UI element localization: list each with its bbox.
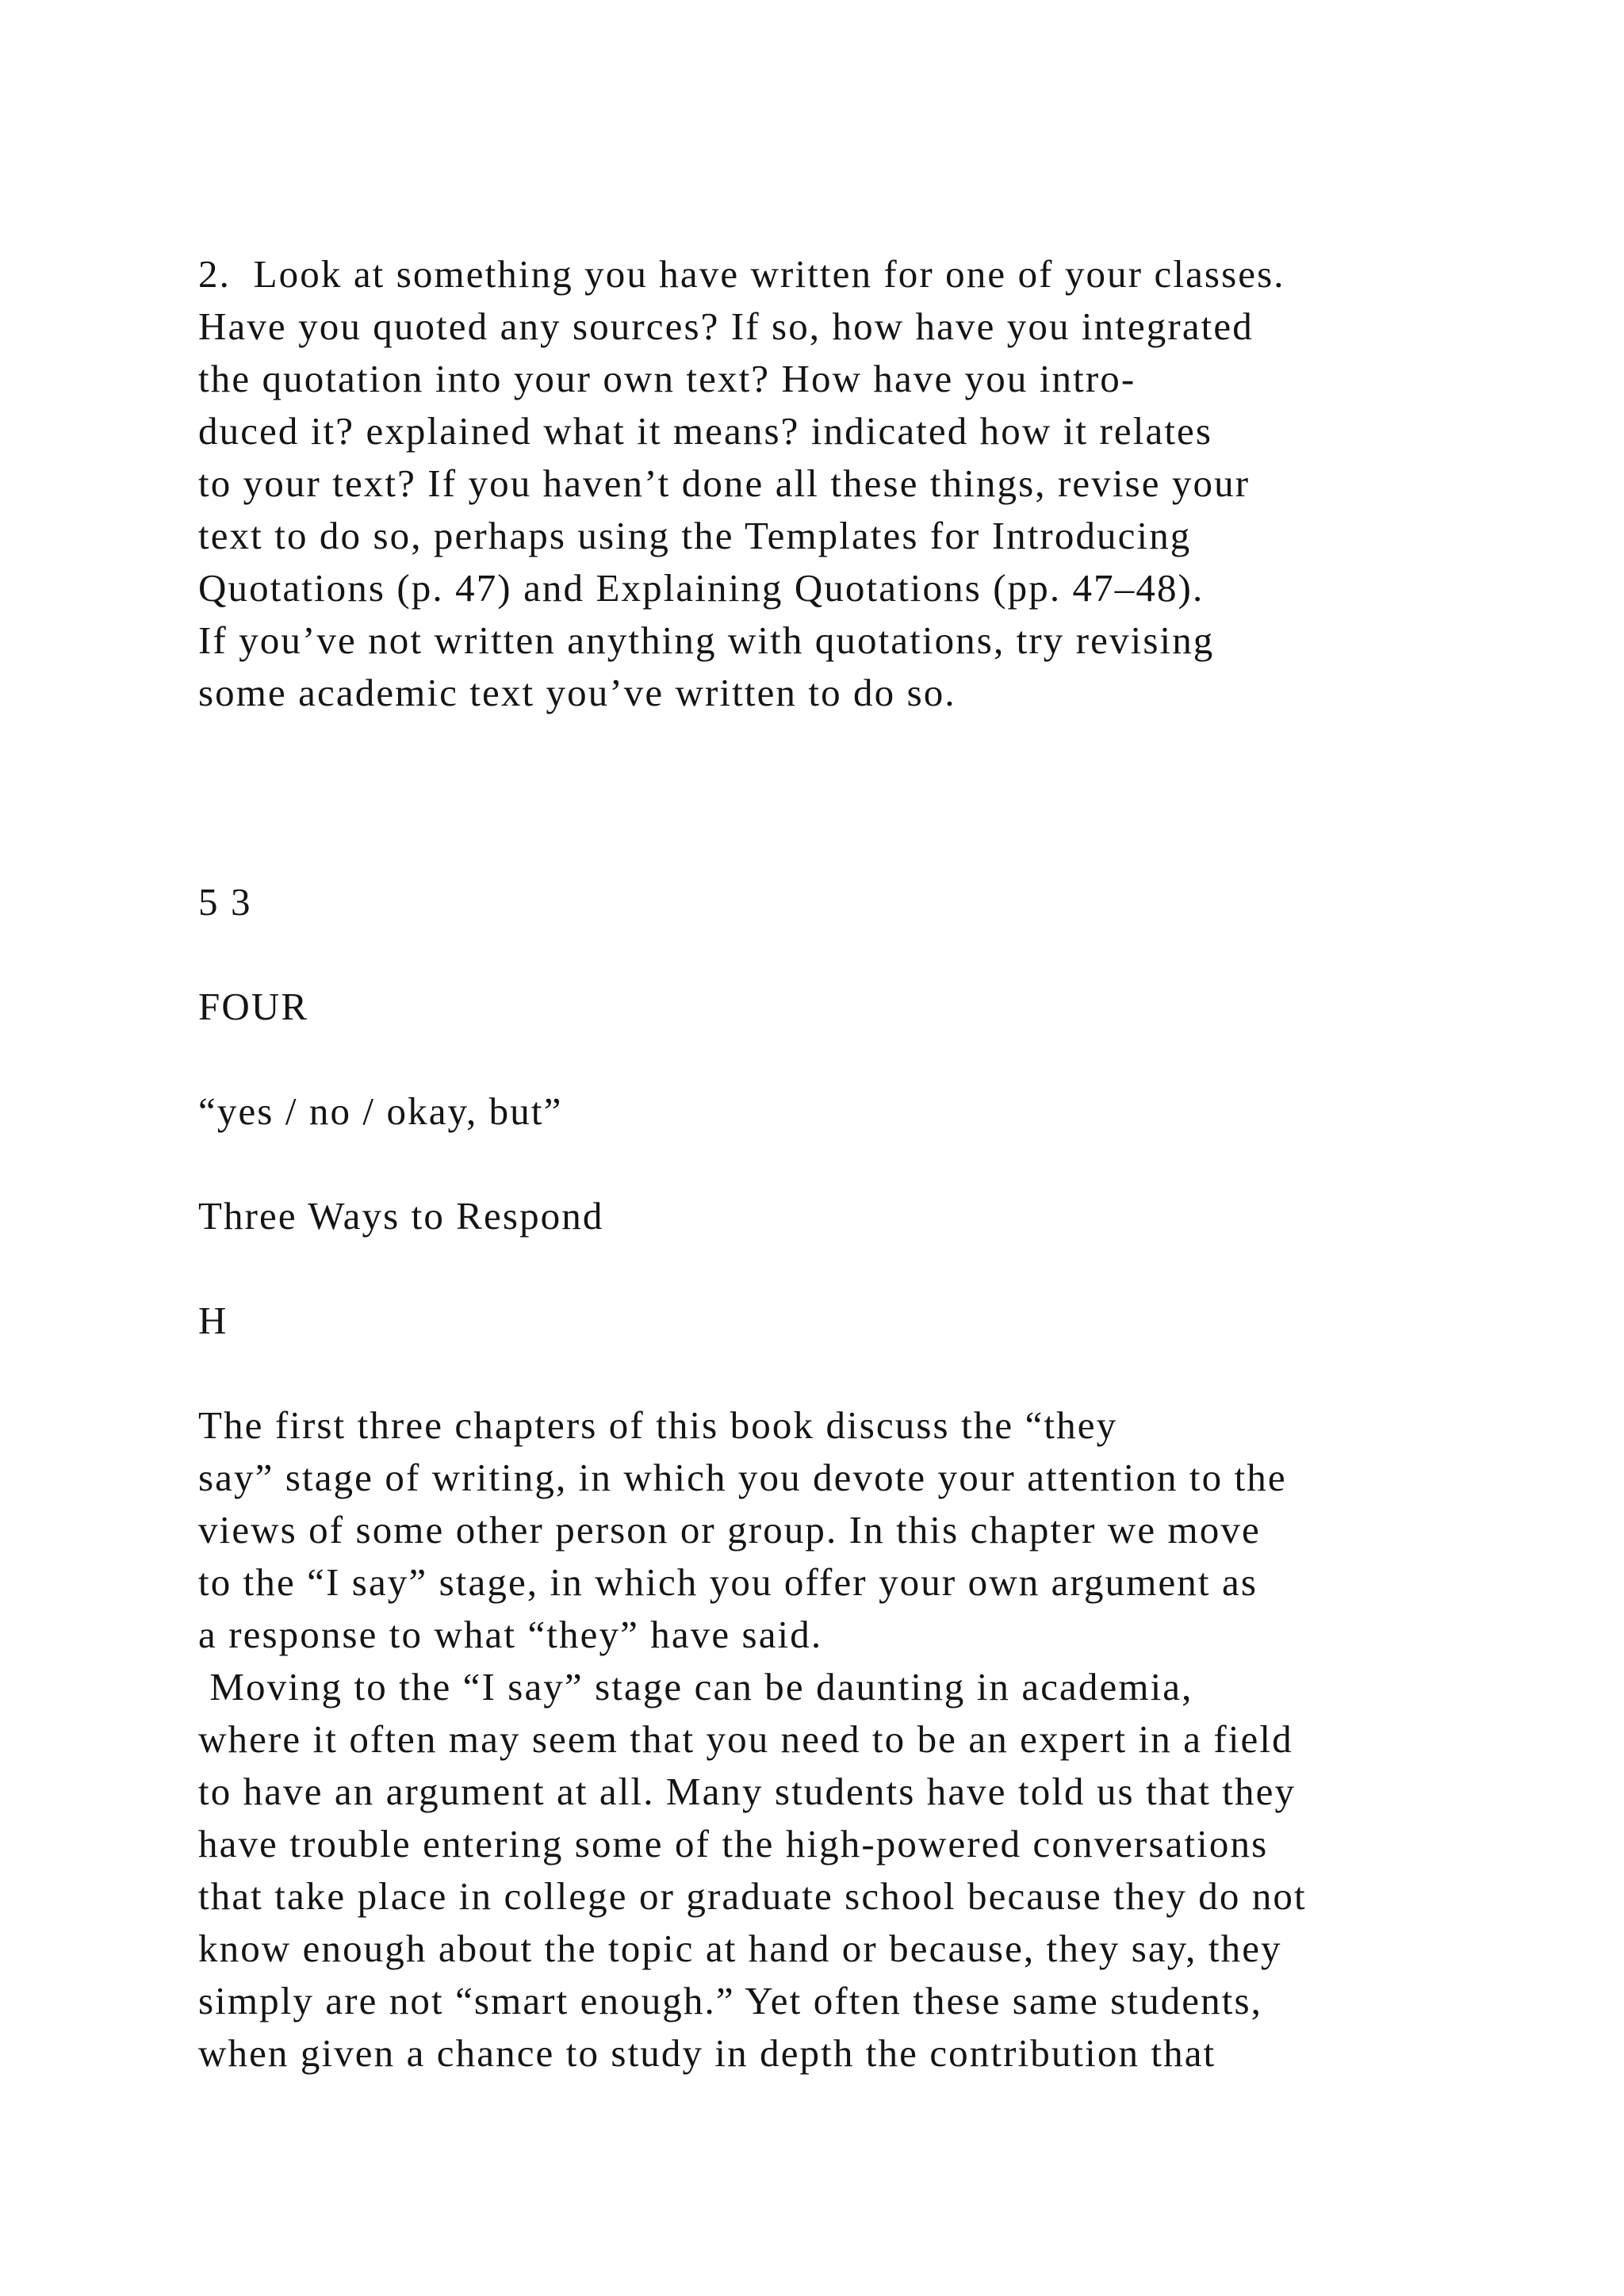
body-line-13: when given a chance to study in depth the contribution that xyxy=(198,2031,1216,2075)
chapter-number-label: FOUR xyxy=(198,985,309,1028)
exercise-line-5: to your text? If you haven’t done all these things, revise your xyxy=(198,461,1251,505)
chapter-title: “yes / no / okay, but” xyxy=(198,1089,563,1133)
exercise-line-7: Quotations (p. 47) and Explaining Quotations (pp. 47–48). xyxy=(198,566,1205,610)
exercise-line-6: text to do so, perhaps using the Templates for Introducing xyxy=(198,514,1192,557)
body-line-1: The first three chapters of this book discuss the “they xyxy=(198,1403,1118,1447)
exercise-line-8: If you’ve not written anything with quotations, try revising xyxy=(198,618,1215,662)
body-line-6: Moving to the “I say” stage can be daunting in academia, xyxy=(198,1665,1193,1709)
exercise-line-3: the quotation into your own text? How have you intro- xyxy=(198,357,1136,400)
body-line-7: where it often may seem that you need to be an expert in a field xyxy=(198,1717,1293,1761)
body-line-10: that take place in college or graduate school because they do not xyxy=(198,1874,1307,1918)
chapter-subtitle: Three Ways to Respond xyxy=(198,1194,604,1238)
body-line-9: have trouble entering some of the high-powered conversations xyxy=(198,1822,1269,1866)
exercise-line-1: 2. Look at something you have written for one of your classes. xyxy=(198,252,1285,296)
body-line-8: to have an argument at all. Many students have told us that they xyxy=(198,1770,1297,1813)
body-line-5: a response to what “they” have said. xyxy=(198,1613,823,1656)
body-line-4: to the “I say” stage, in which you offer your own argument as xyxy=(198,1560,1258,1604)
exercise-line-4: duced it? explained what it means? indicated how it relates xyxy=(198,409,1213,453)
page-number: 5 3 xyxy=(198,880,252,924)
body-line-12: simply are not “smart enough.” Yet often these same students, xyxy=(198,1979,1262,2022)
body-line-11: know enough about the topic at hand or because, they say, they xyxy=(198,1927,1282,1970)
exercise-line-2: Have you quoted any sources? If so, how have you integrated xyxy=(198,304,1254,348)
body-line-2: say” stage of writing, in which you devote your attention to the xyxy=(198,1456,1287,1499)
body-line-3: views of some other person or group. In this chapter we move xyxy=(198,1508,1261,1552)
drop-cap-letter: H xyxy=(198,1299,228,1342)
exercise-line-9: some academic text you’ve written to do so. xyxy=(198,671,956,714)
